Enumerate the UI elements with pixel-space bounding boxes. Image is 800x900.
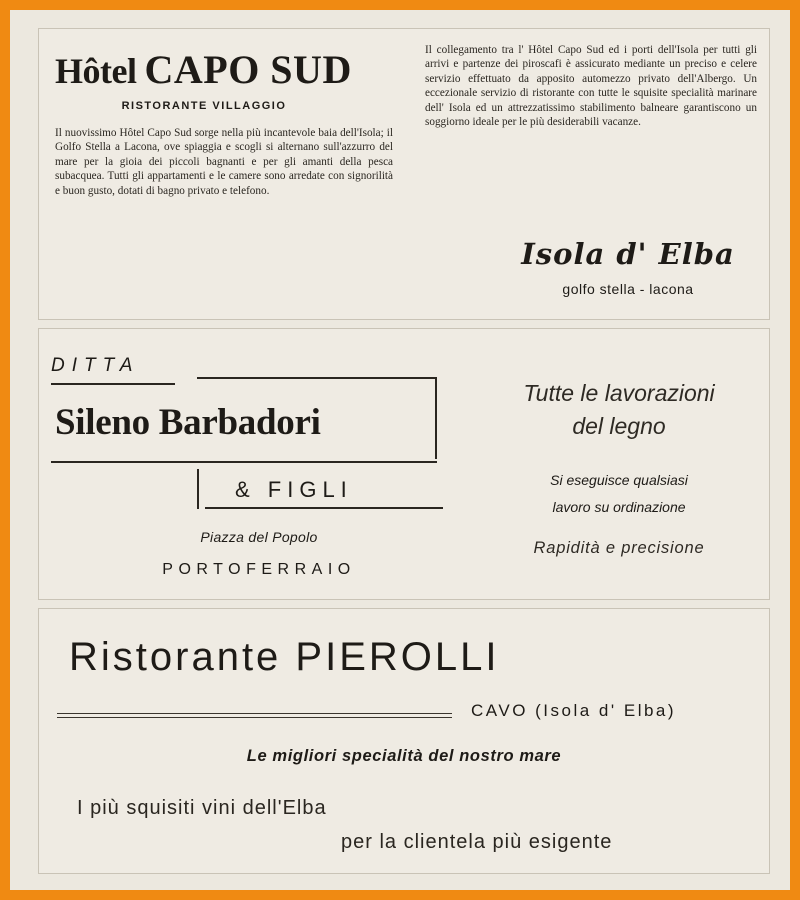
- ditta-label: DITTA: [51, 355, 140, 376]
- hotel-capo-sud-ad: [38, 28, 770, 320]
- hotel-title: [55, 47, 393, 94]
- pierolli-ad: [38, 608, 770, 874]
- name-box-top-rule: [197, 377, 435, 379]
- hotel-title-name: CAPO SUD: [144, 47, 352, 92]
- company-service: [469, 467, 769, 521]
- restaurant-location: CAVO (Isola d' Elba): [471, 701, 677, 720]
- restaurant-wines-line-1: I più squisiti vini dell'Elba: [77, 797, 327, 819]
- company-city: PORTOFERRAIO: [162, 561, 356, 578]
- company-tagline: Rapidità e precisione: [533, 539, 705, 557]
- company-name: Sileno Barbadori: [55, 402, 321, 443]
- restaurant-wines-line-2: per la clientela più esigente: [341, 831, 613, 853]
- ditta-underline: [51, 383, 175, 385]
- company-address: Piazza del Popolo: [200, 529, 318, 545]
- company-slogan: [469, 377, 769, 443]
- hotel-ad-left-column: [55, 47, 393, 198]
- figli-box-bottom-rule: [205, 507, 443, 509]
- barbadori-ad: [38, 328, 770, 600]
- service-line-2: lavoro su ordinazione: [552, 499, 686, 515]
- figli-box-left-rule: [197, 469, 199, 509]
- location-title: Isola d' Elba: [521, 237, 735, 271]
- restaurant-name: Ristorante PIEROLLI: [69, 635, 500, 679]
- slogan-line-2: del legno: [572, 413, 666, 439]
- hotel-title-prefix: Hôtel: [55, 51, 137, 91]
- location-subtitle: golfo stella - lacona: [562, 281, 694, 297]
- restaurant-rule-1: [57, 713, 452, 714]
- advertisement-page: [10, 10, 790, 890]
- name-box-right-rule: [435, 377, 437, 459]
- hotel-description-left: Il nuovissimo Hôtel Capo Sud sorge nella più incantevole baia dell'Isola; il Golfo Stella a Lacona, ove spiaggia e scogli si alternano sull'azzurro del mare per la gioia dei piccoli bagnanti e per gli amanti della pesca subacquea. Tutti gli appartamenti e le camere sono arredate con signorilità e buon gusto, dotati di bagno privato e telefono.: [55, 127, 393, 197]
- hotel-subtitle: RISTORANTE VILLAGGIO: [121, 100, 287, 112]
- slogan-line-1: Tutte le lavorazioni: [523, 380, 715, 406]
- service-line-1: Si eseguisce qualsiasi: [550, 472, 688, 488]
- hotel-ad-right-column: [425, 43, 757, 129]
- restaurant-rule-2: [57, 717, 452, 718]
- hotel-description-right: Il collegamento tra l' Hôtel Capo Sud ed i porti dell'Isola per tutti gli arrivi e partenze dei piroscafi è assicurato mediante un preciso e celere servizio effettuato da apposito automezzo privato dell'Albergo. Un eccezionale servizio di ristorante con tutte le squisite specialità marinare dell' Isola ed un attrezzatissimo stabilimento balneare garantiscono un soggiorno ideale per le più desiderabili vacanze.: [425, 44, 757, 129]
- figli-label: & FIGLI: [235, 477, 353, 502]
- restaurant-specialties: Le migliori specialità del nostro mare: [246, 747, 562, 765]
- name-box-bottom-rule: [51, 461, 437, 463]
